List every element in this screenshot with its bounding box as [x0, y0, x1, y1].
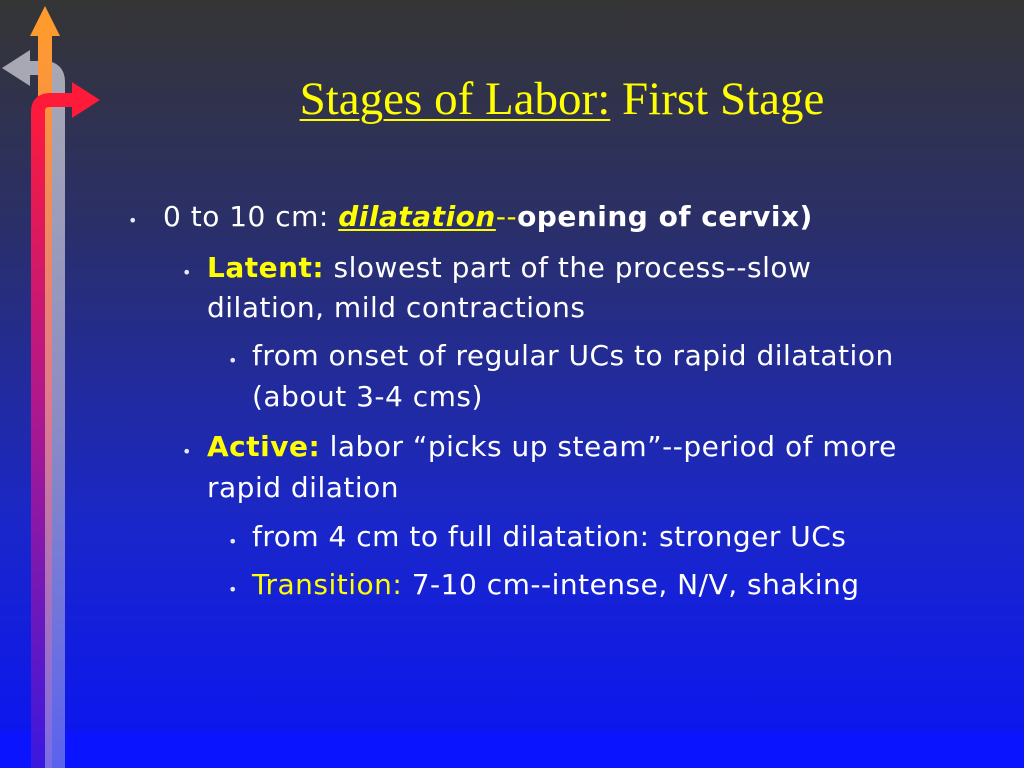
l1-term: dilatation	[338, 200, 496, 233]
item-latent-line1	[207, 251, 811, 284]
bullet-latent-sub: •	[228, 351, 238, 370]
item-active-line2: rapid dilation	[207, 471, 400, 504]
bullet-transition: •	[228, 580, 238, 599]
bullet-active: •	[182, 442, 192, 461]
transition-label: Transition:	[252, 568, 403, 601]
item-l1	[163, 200, 813, 233]
item-active-line1	[207, 430, 897, 463]
active-label: Active:	[207, 430, 321, 463]
active-text1: labor “picks up steam”--period of more	[320, 430, 897, 463]
latent-label: Latent:	[207, 251, 325, 284]
title-underlined: Stages of Labor:	[299, 73, 611, 125]
latent-text1: slowest part of the process--slow	[324, 251, 812, 284]
bullet-latent: •	[182, 263, 192, 282]
transition-text1: 7-10 cm--intense, N/V, shaking	[402, 568, 860, 601]
l1-rest: opening of cervix)	[517, 200, 813, 233]
item-latent-line2: dilation, mild contractions	[207, 291, 586, 324]
l1-dash: --	[495, 200, 518, 233]
title-rest: First Stage	[610, 73, 825, 125]
l1-prefix: 0 to 10 cm:	[163, 200, 339, 233]
bullet-active-sub: •	[228, 532, 238, 551]
item-transition	[252, 568, 860, 601]
item-latent-sub-line1: from onset of regular UCs to rapid dilatation	[252, 339, 894, 372]
item-active-sub-line1: from 4 cm to full dilatation: stronger UCs	[252, 520, 847, 553]
bullet-l1: •	[128, 211, 138, 230]
item-latent-sub-line2: (about 3-4 cms)	[252, 380, 483, 413]
